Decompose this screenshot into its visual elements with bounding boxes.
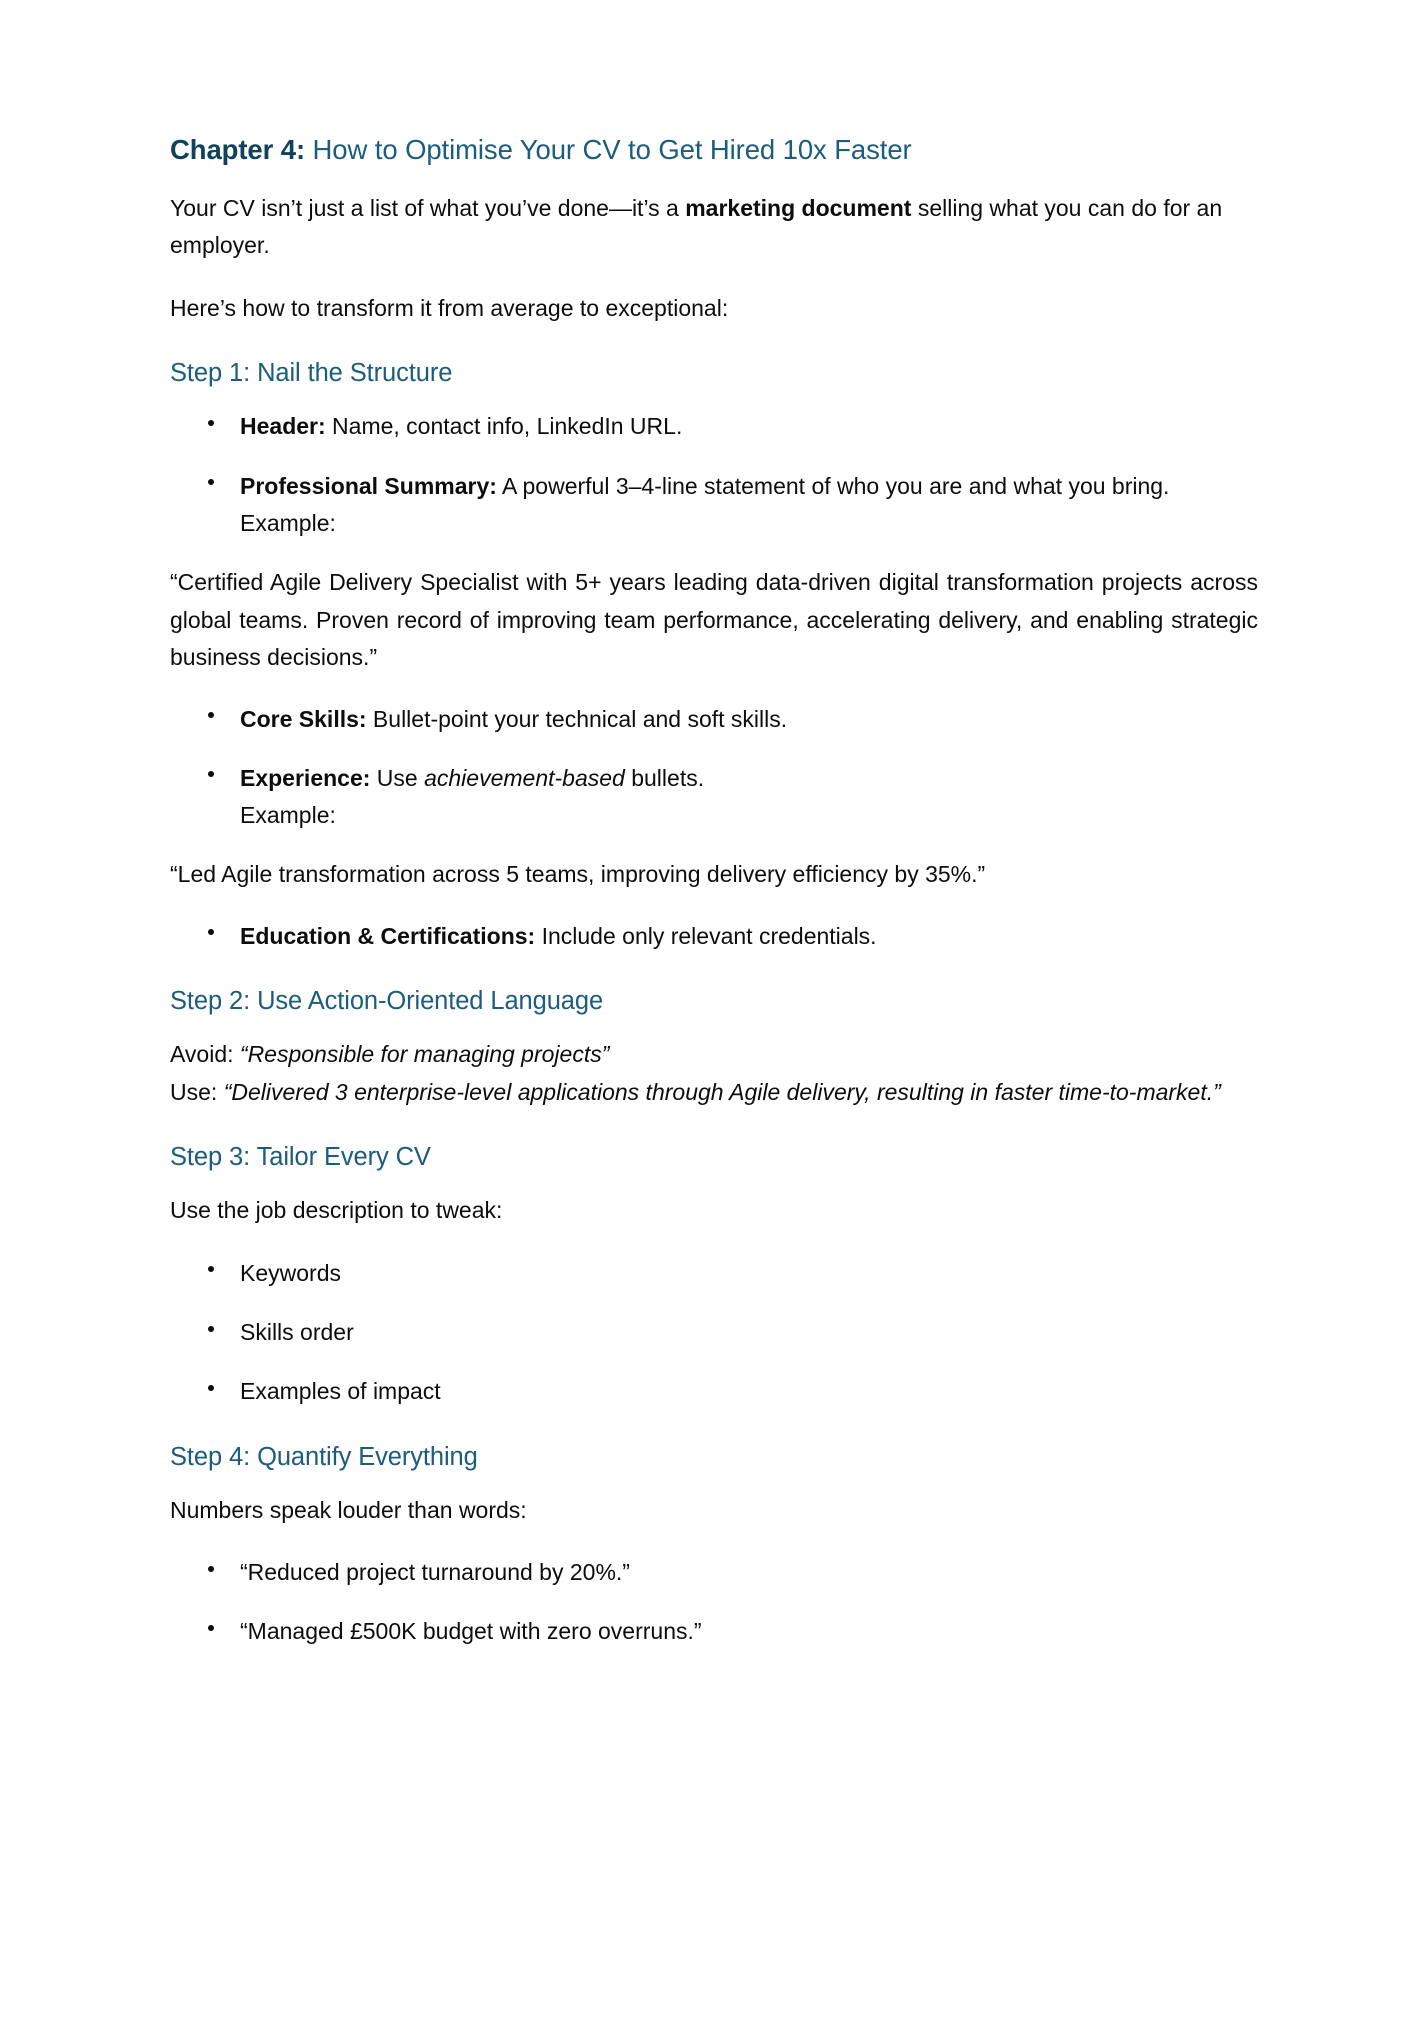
step-3-heading: Step 3: Tailor Every CV [170, 1143, 431, 1172]
step-4-heading: Step 4: Quantify Everything [170, 1442, 478, 1471]
bullet-lead-label: Professional Summary: [240, 472, 497, 499]
list-item [170, 918, 1258, 955]
step-3-bullet-list [170, 1255, 1258, 1411]
chapter-label: Chapter 4: [170, 134, 305, 165]
step-1-bullet-list-b [170, 701, 1258, 835]
avoid-line [170, 1036, 1258, 1073]
bullet-text-italic: achievement-based [424, 764, 625, 791]
bullet-text: Bullet-point your technical and soft skills. [366, 705, 788, 732]
bullet-subline: Example: [240, 509, 336, 536]
step-1-bullet-list-a [170, 408, 1258, 542]
bullet-dot-icon [208, 1625, 214, 1631]
chapter-title-text: How to Optimise Your CV to Get Hired 10x Faster [305, 134, 912, 165]
use-quote: “Delivered 3 enterprise-level applications through Agile delivery, resulting in faster time-to-market.” [223, 1078, 1221, 1105]
list-item [170, 1314, 1258, 1351]
example-quote-professional-summary: “Certified Agile Delivery Specialist with 5+ years leading data-driven digital transformation projects across global teams. Proven record of improving team performance, accelerating delivery, and enabling strategic business decisions.” [170, 569, 1258, 671]
bullet-subline: Example: [240, 802, 336, 829]
bullet-lead-label: Experience: [240, 764, 371, 791]
bullet-text: Skills order [240, 1319, 354, 1346]
intro-p1-after: selling what you can do for an employer. [170, 194, 1223, 259]
bullet-text: Keywords [240, 1259, 341, 1286]
step-1-heading: Step 1: Nail the Structure [170, 359, 453, 388]
bullet-dot-icon [208, 771, 214, 777]
list-item [170, 760, 1258, 835]
intro-p1-bold: marketing document [685, 194, 912, 221]
bullet-text: Name, contact info, LinkedIn URL. [325, 413, 683, 440]
intro-paragraph-2: Here’s how to transform it from average to exceptional: [170, 294, 729, 321]
bullet-dot-icon [208, 420, 214, 426]
document-content [170, 132, 1258, 1651]
bullet-dot-icon [208, 1326, 214, 1332]
avoid-use-block [170, 1036, 1258, 1111]
bullet-text-after: bullets. [624, 764, 705, 791]
bullet-text-before: Use [370, 764, 425, 791]
bullet-lead-label: Core Skills: [240, 705, 367, 732]
bullet-text: Include only relevant credentials. [535, 922, 877, 949]
list-item [170, 468, 1258, 543]
use-label: Use: [170, 1078, 224, 1105]
list-item [170, 1373, 1258, 1410]
list-item [170, 701, 1258, 738]
bullet-dot-icon [208, 929, 214, 935]
bullet-dot-icon [208, 1385, 214, 1391]
bullet-dot-icon [208, 1566, 214, 1572]
page-title [170, 132, 1258, 168]
step-3-intro: Use the job description to tweak: [170, 1197, 503, 1224]
list-item [170, 1255, 1258, 1292]
bullet-text: “Managed £500K budget with zero overruns.” [240, 1618, 702, 1645]
intro-p1-before: Your CV isn’t just a list of what you’ve done—it’s a [170, 194, 686, 221]
bullet-lead-label: Header: [240, 413, 326, 440]
list-item [170, 1613, 1258, 1650]
avoid-quote: “Responsible for managing projects” [239, 1041, 610, 1068]
step-4-intro: Numbers speak louder than words: [170, 1496, 527, 1523]
bullet-dot-icon [208, 479, 214, 485]
use-line [170, 1074, 1258, 1111]
example-quote-experience: “Led Agile transformation across 5 teams, improving delivery efficiency by 35%.” [170, 861, 986, 888]
intro-paragraph-1 [170, 190, 1258, 265]
bullet-dot-icon [208, 1266, 214, 1272]
bullet-text: “Reduced project turnaround by 20%.” [240, 1559, 630, 1586]
bullet-text: Examples of impact [240, 1378, 441, 1405]
bullet-dot-icon [208, 712, 214, 718]
avoid-label: Avoid: [170, 1041, 240, 1068]
step-4-bullet-list [170, 1554, 1258, 1651]
list-item [170, 408, 1258, 445]
list-item [170, 1554, 1258, 1591]
step-2-heading: Step 2: Use Action-Oriented Language [170, 987, 604, 1016]
bullet-text: A powerful 3–4-line statement of who you are and what you bring. [496, 472, 1170, 499]
bullet-lead-label: Education & Certifications: [240, 922, 536, 949]
step-1-bullet-list-c [170, 918, 1258, 955]
